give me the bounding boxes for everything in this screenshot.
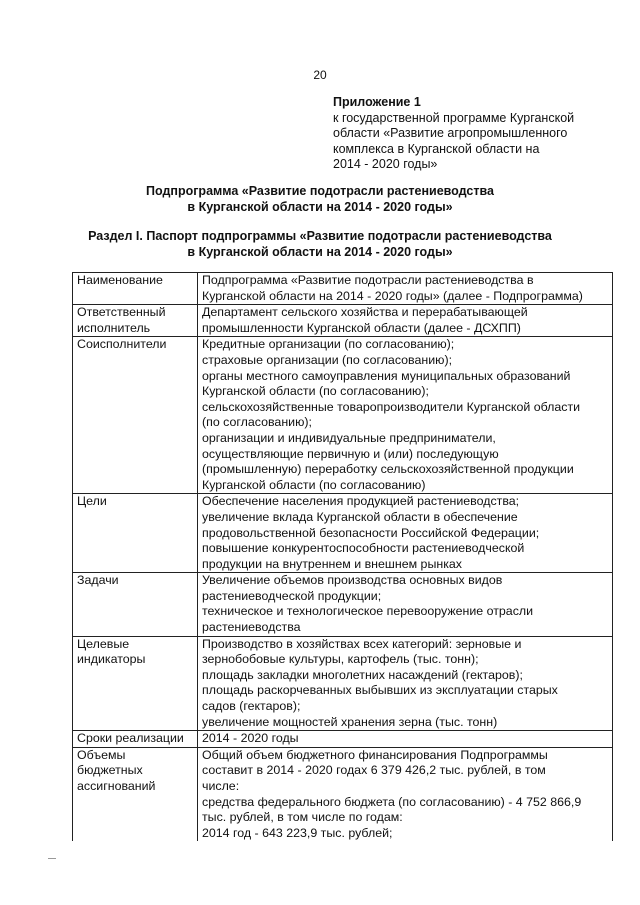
row-value-line: Обеспечение населения продукцией растениеводства; xyxy=(202,494,520,509)
row-label-line: Ответственный xyxy=(77,305,166,320)
row-value-line: Курганской области на 2014 - 2020 годы» (далее - Подпрограмма) xyxy=(202,288,583,303)
row-value-line: Подпрограмма «Развитие подотрасли растениеводства в xyxy=(202,273,534,287)
row-label xyxy=(73,731,198,748)
row-value-line: органы местного самоуправления муниципальных образований xyxy=(202,368,571,383)
row-value xyxy=(198,273,613,305)
table-row xyxy=(73,305,613,337)
section-title-line: Раздел I. Паспорт подпрограммы «Развитие подотрасли растениеводства xyxy=(88,229,552,243)
row-value-line: Общий объем бюджетного финансирования Подпрограммы xyxy=(202,747,548,762)
appendix-line: комплекса в Курганской области на xyxy=(333,141,540,156)
row-label xyxy=(73,273,198,305)
appendix-header xyxy=(333,95,623,173)
subprogram-title-line: Подпрограмма «Развитие подотрасли растениеводства xyxy=(146,184,494,198)
row-label xyxy=(73,494,198,573)
row-value xyxy=(198,731,613,748)
row-label xyxy=(73,636,198,731)
table-row xyxy=(73,573,613,636)
row-value xyxy=(198,573,613,636)
row-value-line: растениеводческой продукции; xyxy=(202,588,382,603)
row-value-line: средства федерального бюджета (по согласованию) - 4 752 866,9 xyxy=(202,794,582,809)
row-value-line: составит в 2014 - 2020 годах 6 379 426,2 тыс. рублей, в том xyxy=(202,763,546,778)
row-value-line: промышленности Курганской области (далее - ДСХПП) xyxy=(202,320,521,335)
row-label xyxy=(73,747,198,841)
row-value xyxy=(198,305,613,337)
appendix-line: области «Развитие агропромышленного xyxy=(333,126,568,140)
table-row xyxy=(73,273,613,305)
row-value-line: осуществляющие первичную и (или) последующую xyxy=(202,446,499,461)
row-value-line: Департамент сельского хозяйства и перерабатывающей xyxy=(202,305,528,320)
row-label-line: Объемы xyxy=(77,747,126,762)
passport-table xyxy=(72,272,613,841)
row-label-line: исполнитель xyxy=(77,320,151,335)
row-value-line: Производство в хозяйствах всех категорий: зерновые и xyxy=(202,636,522,651)
subprogram-title xyxy=(0,183,640,215)
row-label-line: Задачи xyxy=(77,573,119,588)
row-value-line: растениеводства xyxy=(202,620,301,635)
row-value-line: страховые организации (по согласованию); xyxy=(202,352,453,367)
row-value-line: техническое и технологическое перевооружение отрасли xyxy=(202,604,534,619)
row-value-line: площадь закладки многолетних насаждений (гектаров); xyxy=(202,667,523,682)
row-label-line: Сроки реализации xyxy=(77,731,184,746)
row-label-line: Соисполнители xyxy=(77,337,167,352)
table-row xyxy=(73,747,613,841)
section-title-line: в Курганской области на 2014 - 2020 годы» xyxy=(187,245,453,259)
table-row xyxy=(73,636,613,731)
table-row xyxy=(73,731,613,748)
row-value-line: Кредитные организации (по согласованию); xyxy=(202,337,455,352)
row-label-line: индикаторы xyxy=(77,652,146,667)
row-value-line: Курганской области (по согласованию); xyxy=(202,384,429,399)
row-value xyxy=(198,636,613,731)
appendix-line: к государственной программе Курганской xyxy=(333,110,575,125)
row-value-line: продукции на внутреннем и внешнем рынках xyxy=(202,556,462,571)
row-value-line: Курганской области (по согласованию) xyxy=(202,477,426,492)
row-value-line: зернобобовые культуры, картофель (тыс. тонн); xyxy=(202,652,479,667)
row-value-line: организации и индивидуальные предприниматели, xyxy=(202,430,496,445)
row-value-line: 2014 год - 643 223,9 тыс. рублей; xyxy=(202,825,393,840)
row-label xyxy=(73,305,198,337)
row-value-line: увеличение вклада Курганской области в обеспечение xyxy=(202,509,518,524)
row-value-line: числе: xyxy=(202,779,240,793)
row-value xyxy=(198,494,613,573)
row-value-line: тыс. рублей, в том числе по годам: xyxy=(202,810,403,825)
page-number: 20 xyxy=(313,68,327,82)
row-label-line: Наименование xyxy=(77,273,163,287)
row-value-line: повышение конкурентоспособности растениеводческой xyxy=(202,541,525,556)
row-value xyxy=(198,337,613,494)
row-value-line: (по согласованию); xyxy=(202,415,312,430)
subprogram-title-line: в Курганской области на 2014 - 2020 годы» xyxy=(187,200,453,214)
row-value-line: (промышленную) переработку сельскохозяйственной продукции xyxy=(202,462,574,477)
row-value-line: Увеличение объемов производства основных видов xyxy=(202,573,503,588)
row-label xyxy=(73,573,198,636)
row-label-line: Целевые xyxy=(77,636,130,651)
table-row xyxy=(73,494,613,573)
row-value-line: 2014 - 2020 годы xyxy=(202,731,299,746)
row-label-line: ассигнований xyxy=(77,779,156,793)
section-title xyxy=(0,228,640,260)
row-label xyxy=(73,337,198,494)
row-value-line: сельскохозяйственные товаропроизводители Курганской области xyxy=(202,399,581,414)
row-value-line: садов (гектаров); xyxy=(202,699,301,714)
row-value-line: продовольственной безопасности Российской Федерации; xyxy=(202,525,540,540)
scan-mark xyxy=(48,858,56,859)
appendix-title: Приложение 1 xyxy=(333,95,421,109)
appendix-line: 2014 - 2020 годы» xyxy=(333,157,438,171)
row-label-line: Цели xyxy=(77,494,107,509)
row-value-line: увеличение мощностей хранения зерна (тыс. тонн) xyxy=(202,714,498,729)
table-row xyxy=(73,337,613,494)
row-value xyxy=(198,747,613,841)
row-value-line: площадь раскорчеванных выбывших из эксплуатации старых xyxy=(202,683,558,698)
row-label-line: бюджетных xyxy=(77,763,143,778)
